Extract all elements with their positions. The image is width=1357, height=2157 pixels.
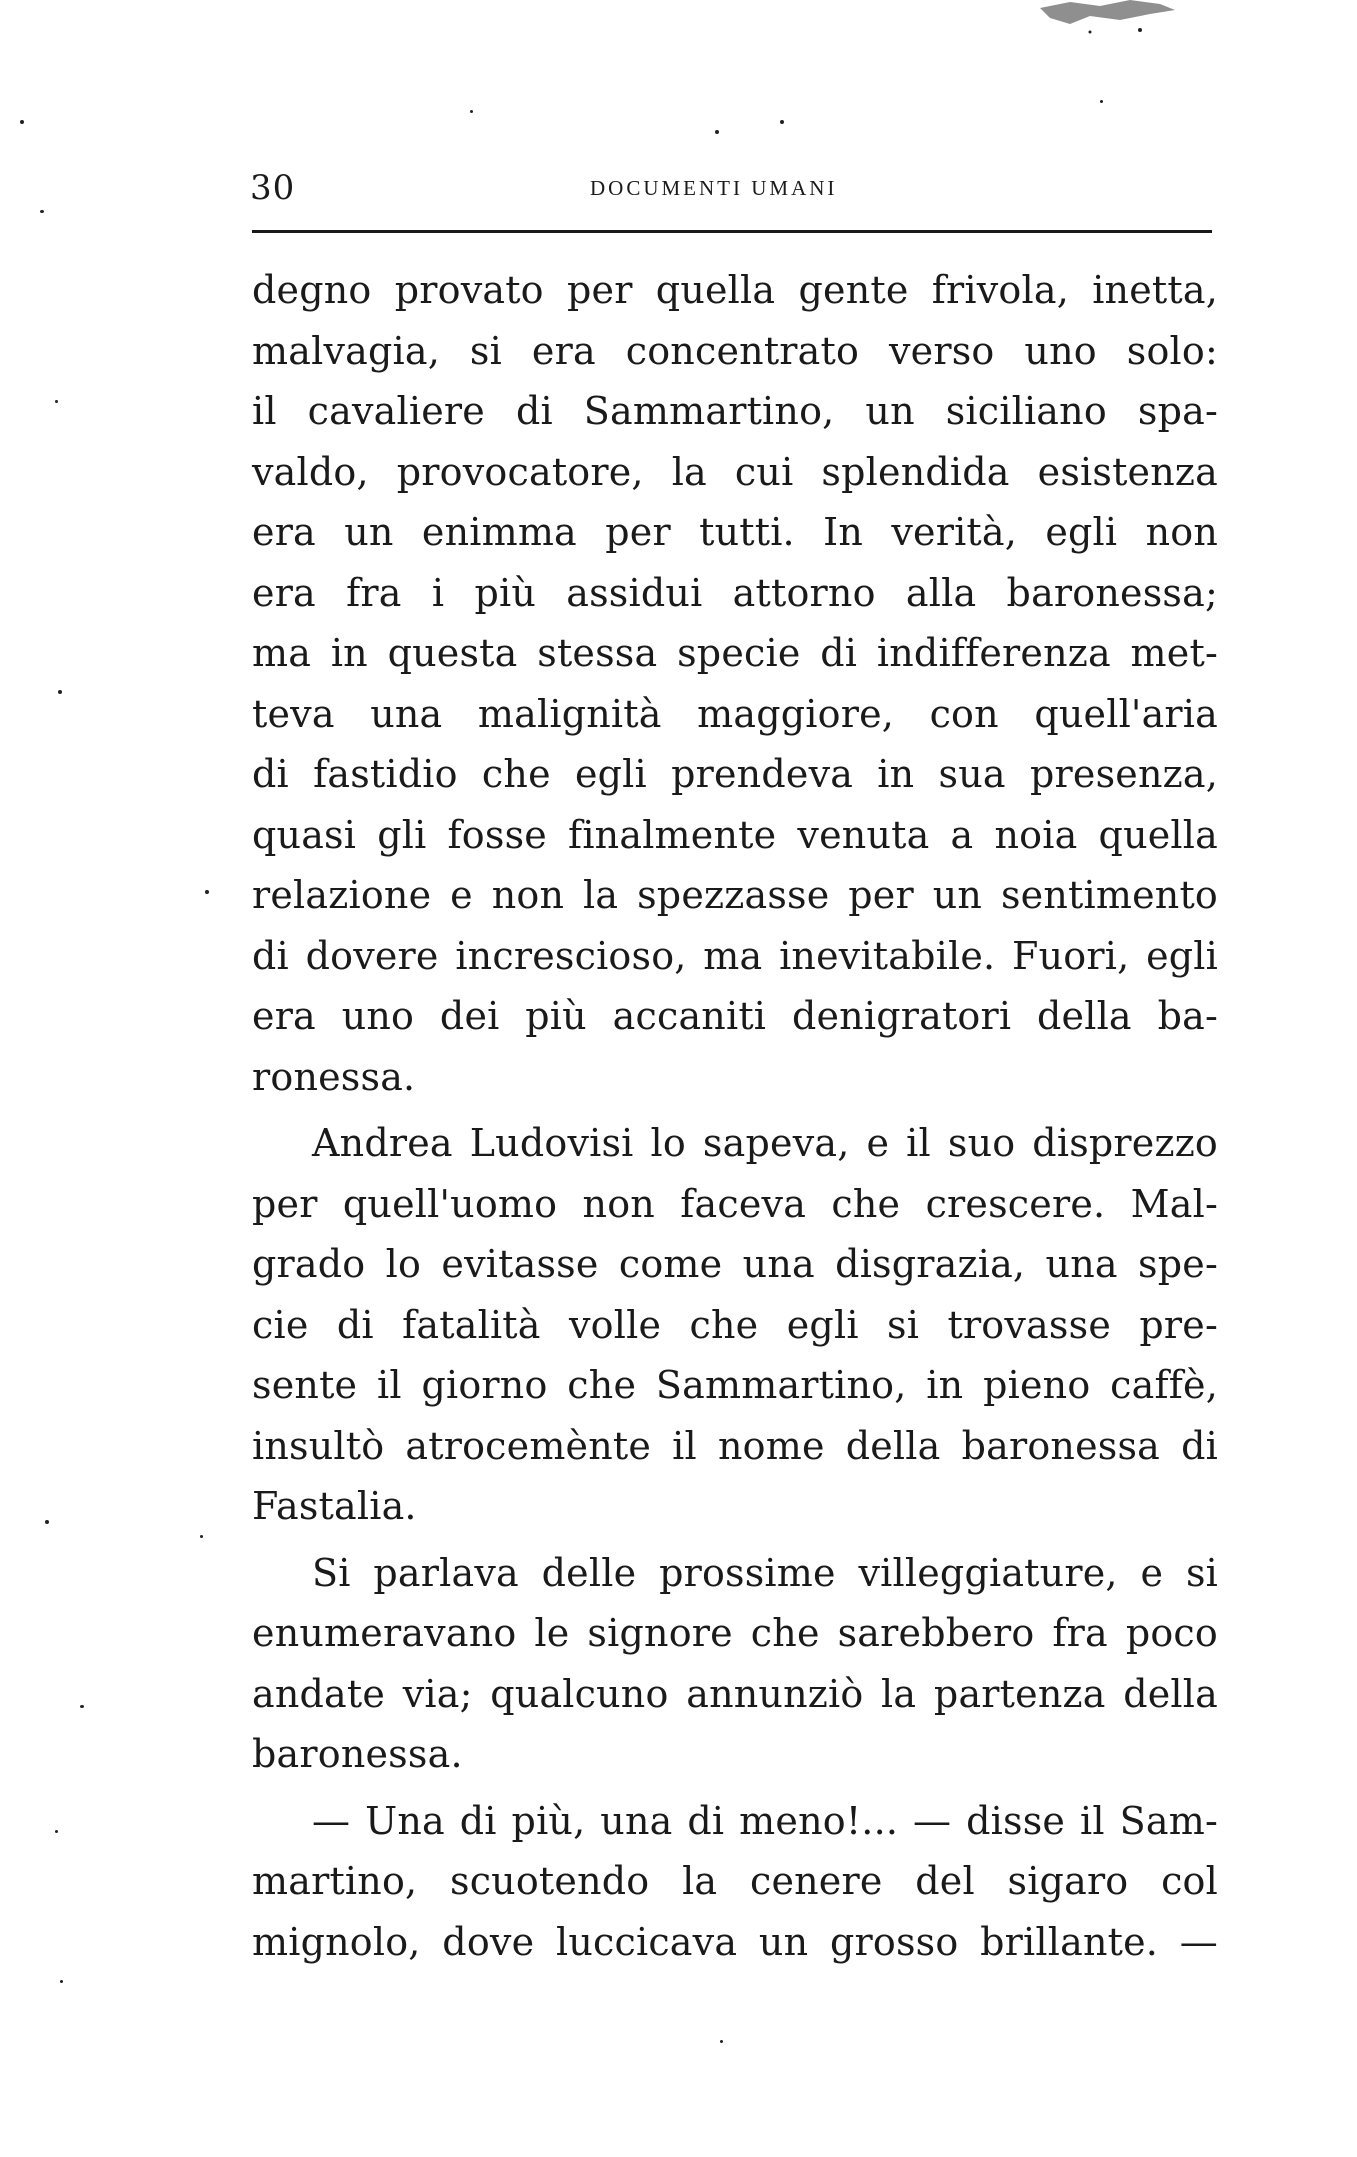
scan-speck	[1100, 100, 1103, 103]
page-number: 30	[250, 168, 296, 208]
scan-speck	[45, 1520, 49, 1524]
scan-speck	[55, 400, 58, 403]
text-line: teva una malignità maggiore, con quell'aria	[252, 691, 1218, 736]
text-line: per quell'uomo non faceva che crescere. Mal-	[252, 1181, 1218, 1226]
scan-speck	[205, 890, 209, 894]
text-line: era uno dei più accaniti denigratori della ba-	[252, 994, 1218, 1038]
scan-speck	[715, 130, 719, 134]
text-line: quasi gli fosse finalmente venuta a noia quella	[252, 812, 1218, 857]
scan-speck	[60, 1980, 63, 1983]
body-text	[252, 260, 1218, 1972]
scan-speck	[20, 120, 24, 124]
text-line: Andrea Ludovisi lo sapeva, e il suo disprezzo	[312, 1121, 1218, 1165]
text-line: enumeravano le signore che sarebbero fra poco	[252, 1611, 1218, 1655]
text-line: ma in questa stessa specie di indifferenza met-	[252, 631, 1218, 675]
text-line: era un enimma per tutti. In verità, egli non	[252, 510, 1218, 554]
scan-speck	[58, 690, 62, 694]
text-line: era fra i più assidui attorno alla baronessa;	[252, 570, 1218, 615]
paragraph	[252, 1543, 1218, 1785]
text-line: mignolo, dove luccicava un grosso brillante. —	[252, 1919, 1218, 1964]
scan-speck	[40, 210, 44, 213]
text-line: Fastalia.	[252, 1484, 417, 1528]
paragraph	[252, 1791, 1218, 1973]
text-line: grado lo evitasse come una disgrazia, una spe-	[252, 1242, 1218, 1286]
running-title: DOCUMENTI UMANI	[590, 176, 838, 200]
text-line: di fastidio che egli prendeva in sua presenza,	[252, 752, 1218, 796]
text-line: martino, scuotendo la cenere del sigaro col	[252, 1859, 1218, 1903]
scan-speck	[55, 1830, 58, 1833]
text-line: il cavaliere di Sammartino, un siciliano spa-	[252, 389, 1218, 433]
text-line: — Una di più, una di meno!... — disse il Sam-	[312, 1798, 1218, 1843]
page-header	[250, 168, 1210, 208]
text-line: sente il giorno che Sammartino, in pieno caffè,	[252, 1363, 1218, 1407]
scan-speck	[470, 110, 473, 113]
text-line: cie di fatalità volle che egli si trovasse pre-	[252, 1302, 1218, 1347]
text-line: malvagia, si era concentrato verso uno solo:	[252, 328, 1218, 373]
scan-speck	[780, 120, 784, 124]
text-line: valdo, provocatore, la cui splendida esistenza	[252, 449, 1218, 494]
text-line: degno provato per quella gente frivola, inetta,	[252, 268, 1218, 312]
text-line: baronessa.	[252, 1732, 463, 1776]
text-line: relazione e non la spezzasse per un sentimento	[252, 873, 1218, 917]
scan-speck	[720, 2040, 723, 2043]
paragraph	[252, 1113, 1218, 1537]
text-line: andate via; qualcuno annunziò la partenza della	[252, 1671, 1218, 1716]
scan-speck	[80, 1705, 84, 1708]
paragraph	[252, 260, 1218, 1107]
scan-blot	[1030, 0, 1180, 40]
text-line: di dovere increscioso, ma inevitabile. Fuori, egli	[252, 933, 1218, 978]
text-line: ronessa.	[252, 1054, 416, 1099]
text-line: Si parlava delle prossime villeggiature, e si	[312, 1550, 1218, 1595]
scan-speck	[200, 1535, 203, 1538]
header-rule	[252, 230, 1212, 233]
text-line: insultò atrocemènte il nome della baronessa di	[252, 1423, 1218, 1468]
